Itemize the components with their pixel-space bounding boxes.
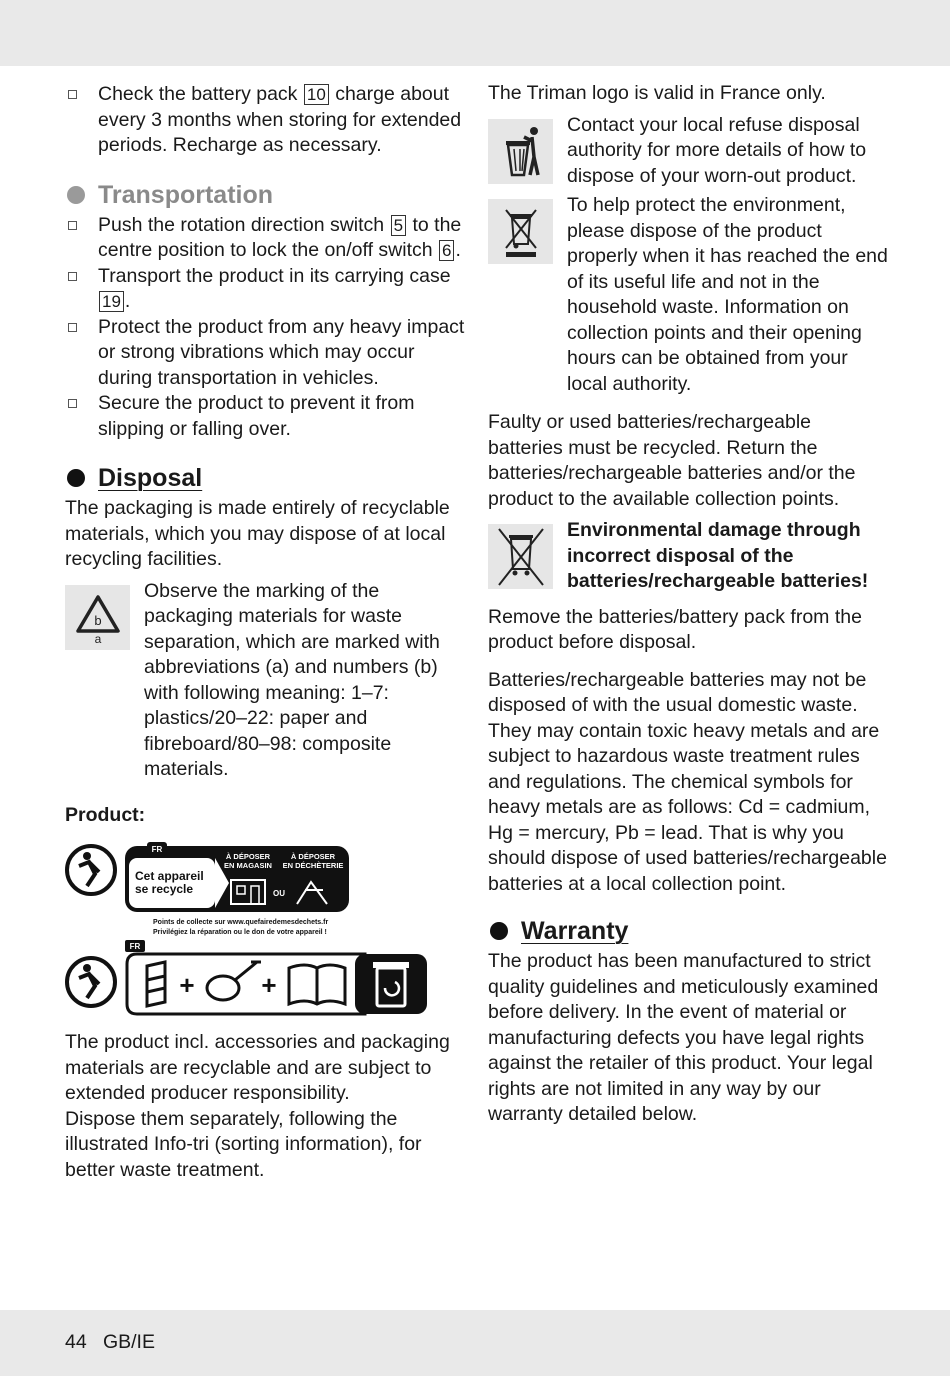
disposal-intro: The packaging is made entirely of recyclable materials, which you may dispose of at local recycling facilities. <box>65 497 450 570</box>
infotri-appliance-logo <box>65 842 355 938</box>
part-number: 19 <box>99 291 124 312</box>
remove-batteries-text: Remove the batteries/battery pack from the product before disposal. <box>488 605 862 653</box>
transport-bullet-3: Protect the product from any heavy impact or strong vibrations which may occur during transportation in vehicles. <box>65 315 465 392</box>
triman-icon <box>67 846 115 894</box>
recycling-code-icon <box>65 585 130 650</box>
svg-text:+: + <box>179 970 195 1000</box>
infotri-packaging-logo <box>65 940 435 1022</box>
part-number: 5 <box>391 215 406 236</box>
triman-note: The Triman logo is valid in France only. <box>488 82 826 104</box>
crossed-bin-icon <box>488 199 553 264</box>
protect-text: To help protect the environment, please dispose of the product properly when it has reached the end of its useful life and not in the household waste. Information on collection points and their opening hours can be obtained from your local authority. <box>567 194 888 395</box>
svg-text:À DÉPOSER: À DÉPOSER <box>225 852 271 861</box>
svg-text:Points de collecte sur www.que: Points de collecte sur www.quefairedemesdechets.fr <box>153 919 329 926</box>
disposal-heading: Disposal <box>65 462 465 494</box>
protect-row <box>488 194 888 397</box>
transport-bullet-1: Push the rotation direction switch 5 to the centre position to lock the on/off switch 6 . <box>65 213 465 264</box>
svg-text:Privilégiez la réparation ou l: Privilégiez la réparation ou le don de votre appareil ! <box>153 929 327 936</box>
svg-text:b: b <box>93 613 102 628</box>
transport-bullet-4: Secure the product to prevent it from slipping or falling over. <box>65 391 465 442</box>
warranty-heading: Warranty <box>488 915 888 947</box>
faulty-batteries-text: Faulty or used batteries/rechargeable batteries must be recycled. Return the batteries/rechargeable batteries and/or the product to the available collection points. <box>488 411 856 510</box>
right-column <box>488 80 888 1128</box>
part-number: 10 <box>304 84 329 105</box>
svg-text:Cet appareil: Cet appareil <box>135 869 204 883</box>
left-column <box>65 80 465 1183</box>
triman-icon <box>67 958 115 1006</box>
checkbox-bullet-icon <box>68 221 77 230</box>
heavy-metals-text: Batteries/rechargeable batteries may not be disposed of with the usual domestic waste. They may contain toxic heavy metals and are subject to hazardous waste treatment rules and regulations. The chemical symbols for heavy metals are as follows: Cd = cadmium, Hg = mercury, Pb = lead. That is why you should dispose of used batteries/rechargeable batteries at a local collection point. <box>488 668 887 895</box>
svg-text:a: a <box>94 632 101 645</box>
product-text-2: Dispose them separately, following the illustrated Info-tri (sorting information), for better waste treatment. <box>65 1107 422 1181</box>
contact-row <box>488 113 888 190</box>
svg-text:FR: FR <box>151 845 163 854</box>
svg-text:EN MAGASIN: EN MAGASIN <box>224 861 272 870</box>
svg-text:se recycle: se recycle <box>135 882 194 896</box>
bullet-dot-icon <box>67 186 85 204</box>
litter-bin-icon <box>488 119 553 184</box>
bullet-dot-icon <box>490 922 508 940</box>
manual-book-icon <box>289 965 345 1004</box>
product-text-1: The product incl. accessories and packaging materials are recyclable and are subject to extended producer responsibility. <box>65 1031 450 1104</box>
transport-bullet-2: Transport the product in its carrying case 19 . <box>65 264 465 315</box>
packaging-icon <box>147 962 165 1006</box>
transportation-heading: Transportation <box>65 179 465 211</box>
marking-row <box>65 579 465 783</box>
svg-text:OU: OU <box>273 889 285 898</box>
svg-text:FR: FR <box>129 942 141 951</box>
checkbox-bullet-icon <box>68 399 77 408</box>
footer-band <box>0 1310 950 1376</box>
page-number: 44 GB/IE <box>65 1331 155 1353</box>
warranty-text: The product has been manufactured to strict quality guidelines and meticulously examined before delivery. In the event of material or manufacturing defects you have legal rights against the retailer of this product. Your legal rights are not limited in any way by our warranty detailed below. <box>488 950 879 1125</box>
env-warning-text: Environmental damage through incorrect disposal of the batteries/rechargeable batteries! <box>567 519 869 592</box>
svg-text:À DÉPOSER: À DÉPOSER <box>290 852 336 861</box>
part-number: 6 <box>439 240 454 261</box>
checkbox-bullet-icon <box>68 272 77 281</box>
cable-icon <box>207 962 261 1000</box>
svg-text:EN DÉCHÈTERIE: EN DÉCHÈTERIE <box>282 861 344 870</box>
checkbox-bullet-icon <box>68 90 77 99</box>
contact-text: Contact your local refuse disposal authority for more details of how to dispose of your worn-out product. <box>567 113 867 187</box>
storage-bullet: Check the battery pack 10 charge about every 3 months when storing for extended periods. Recharge as necessary. <box>65 82 465 159</box>
header-band <box>0 0 950 66</box>
bullet-dot-icon <box>67 469 85 487</box>
svg-text:+: + <box>261 970 277 1000</box>
marking-text: Observe the marking of the packaging materials for waste separation, which are marked with abbreviations (a) and numbers (b) with following meaning: 1–7: plastics/20–22: paper and fibreboard/80–98: composite materials. <box>144 579 440 780</box>
crossed-battery-bin-icon <box>488 524 553 589</box>
checkbox-bullet-icon <box>68 323 77 332</box>
product-label: Product: <box>65 803 146 826</box>
env-warning-row <box>488 519 888 595</box>
